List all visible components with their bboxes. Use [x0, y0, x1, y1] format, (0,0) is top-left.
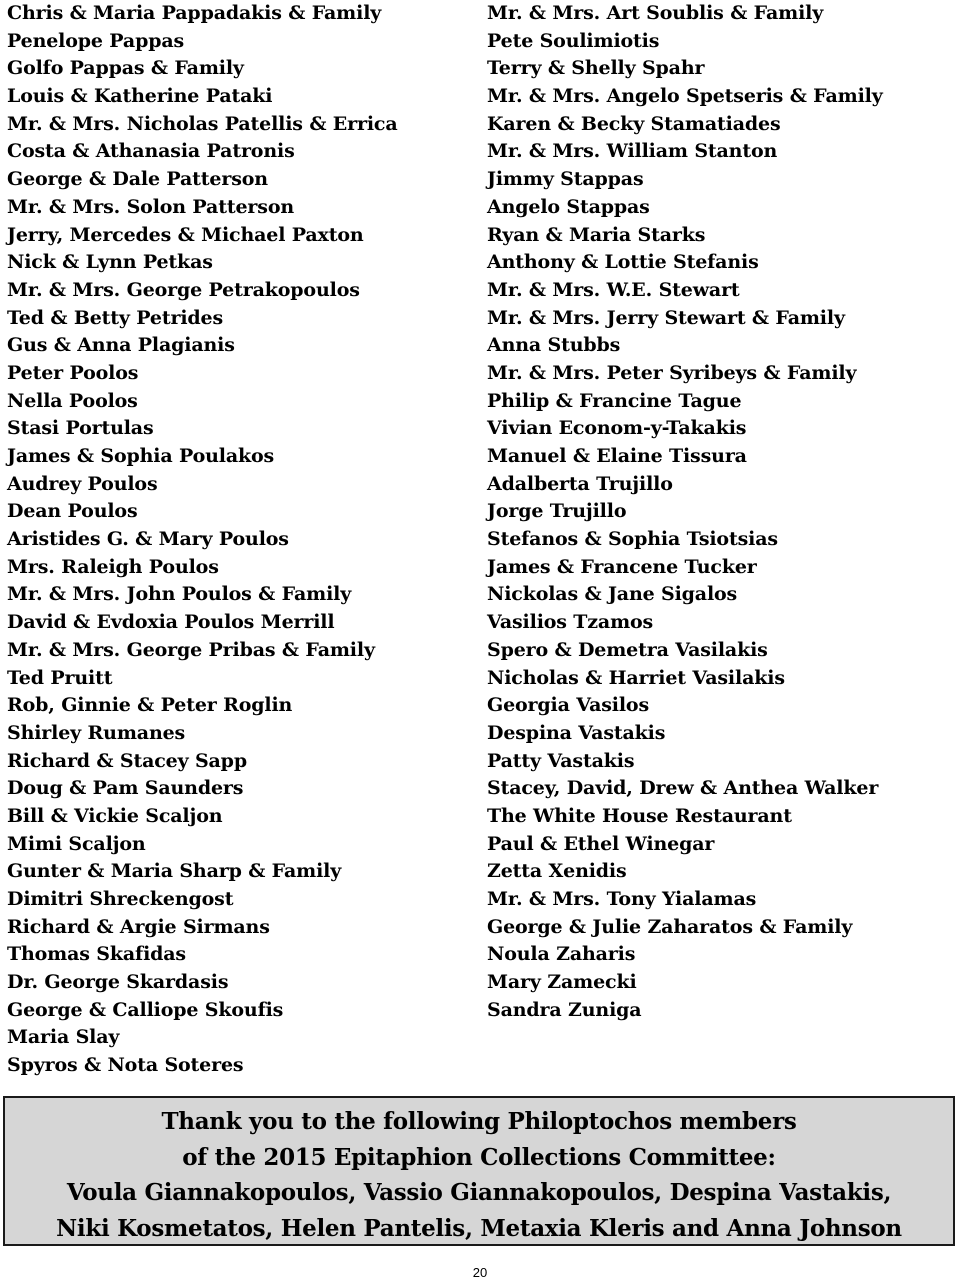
- donor-name: Costa & Athanasia Patronis: [7, 140, 295, 163]
- donor-name: Mr. & Mrs. John Poulos & Family: [7, 583, 352, 606]
- donor-name: Nicholas & Harriet Vasilakis: [487, 666, 785, 689]
- donor-name: Stacey, David, Drew & Anthea Walker: [487, 777, 879, 800]
- donor-name: Jerry, Mercedes & Michael Paxton: [7, 223, 364, 246]
- donor-name: Dean Poulos: [7, 500, 138, 523]
- donor-name: Patty Vastakis: [487, 749, 635, 772]
- donor-list-left-column: [7, 0, 397, 1080]
- donor-name: Noula Zaharis: [487, 943, 636, 966]
- donor-name: Paul & Ethel Winegar: [487, 832, 715, 855]
- donor-name: Nella Poolos: [7, 389, 138, 412]
- donor-name: Mr. & Mrs. Jerry Stewart & Family: [487, 306, 845, 329]
- donor-name: Mr. & Mrs. Angelo Spetseris & Family: [487, 85, 883, 108]
- donor-name: Doug & Pam Saunders: [7, 777, 244, 800]
- donor-name: Terry & Shelly Spahr: [487, 57, 705, 80]
- donor-name: Mimi Scaljon: [7, 832, 146, 855]
- donor-name: Richard & Argie Sirmans: [7, 915, 270, 938]
- donor-name: Penelope Pappas: [7, 29, 185, 52]
- donor-name: Golfo Pappas & Family: [7, 57, 244, 80]
- donor-name: Dr. George Skardasis: [7, 971, 229, 994]
- donor-name: Jorge Trujillo: [487, 500, 627, 523]
- donor-name: Maria Slay: [7, 1026, 120, 1049]
- donor-name: Aristides G. & Mary Poulos: [7, 528, 289, 551]
- donor-name: Dimitri Shreckengost: [7, 888, 234, 910]
- donor-name: Nick & Lynn Petkas: [7, 251, 213, 274]
- donor-name: Stasi Portulas: [7, 417, 154, 440]
- donor-name: Mr. & Mrs. Tony Yialamas: [487, 888, 757, 910]
- donor-name: Ted Pruitt: [7, 666, 113, 689]
- donor-name: Mr. & Mrs. George Petrakopoulos: [7, 278, 360, 301]
- donor-name: Adalberta Trujillo: [487, 472, 673, 495]
- donor-name: Despina Vastakis: [487, 721, 666, 744]
- donor-name: David & Evdoxia Poulos Merrill: [7, 611, 335, 634]
- donor-name: Mrs. Raleigh Poulos: [7, 555, 219, 578]
- thank-you-line-1: Thank you to the following Philoptochos members: [161, 1108, 797, 1135]
- donor-name: Mary Zamecki: [487, 971, 637, 994]
- donor-name: Gus & Anna Plagianis: [7, 334, 235, 357]
- donor-name: Ted & Betty Petrides: [7, 306, 224, 329]
- donor-name: The White House Restaurant: [487, 804, 792, 827]
- donor-name: Mr. & Mrs. William Stanton: [487, 140, 778, 163]
- donor-name: Rob, Ginnie & Peter Roglin: [7, 694, 293, 717]
- donor-name: Mr. & Mrs. Art Soublis & Family: [487, 2, 824, 24]
- donor-name: George & Dale Patterson: [7, 168, 268, 191]
- committee-members-line-1: Voula Giannakopoulos, Vassio Giannakopoulos, Despina Vastakis,: [66, 1179, 892, 1206]
- donor-name: Shirley Rumanes: [7, 721, 186, 744]
- donor-name: Louis & Katherine Pataki: [7, 85, 273, 108]
- donor-name: Bill & Vickie Scaljon: [7, 804, 223, 827]
- donor-name: Zetta Xenidis: [487, 860, 627, 883]
- donor-name: Nickolas & Jane Sigalos: [487, 583, 738, 606]
- donor-name: Peter Poolos: [7, 361, 139, 384]
- donor-name: Karen & Becky Stamatiades: [487, 112, 781, 135]
- thank-you-line-2: of the 2015 Epitaphion Collections Committee:: [182, 1143, 776, 1171]
- committee-members-line-2: Niki Kosmetatos, Helen Pantelis, Metaxia Kleris and Anna Johnson: [56, 1214, 902, 1242]
- donor-name: Angelo Stappas: [487, 195, 650, 218]
- donor-name: Mr. & Mrs. George Pribas & Family: [7, 638, 375, 661]
- donor-name: Mr. & Mrs. W.E. Stewart: [487, 278, 740, 301]
- donor-name: George & Calliope Skoufis: [7, 998, 284, 1021]
- donor-name: James & Sophia Poulakos: [7, 445, 275, 467]
- donor-name: Richard & Stacey Sapp: [7, 749, 247, 772]
- thank-you-box: [3, 1096, 955, 1246]
- donor-name: Stefanos & Sophia Tsiotsias: [487, 528, 778, 551]
- donor-name: Vasilios Tzamos: [487, 611, 654, 634]
- donor-name: Georgia Vasilos: [487, 694, 649, 717]
- donor-list-right-column: [487, 0, 883, 1024]
- donor-name: Vivian Econom-y-Takakis: [487, 417, 747, 440]
- donor-name: Chris & Maria Pappadakis & Family: [7, 2, 382, 24]
- donor-name: Anthony & Lottie Stefanis: [487, 251, 759, 274]
- donor-name: Mr. & Mrs. Nicholas Patellis & Errica: [7, 112, 398, 135]
- donor-name: Spero & Demetra Vasilakis: [487, 638, 768, 661]
- donor-name: Thomas Skafidas: [7, 943, 186, 966]
- donor-name: Manuel & Elaine Tissura: [487, 445, 747, 467]
- donor-name: Sandra Zuniga: [487, 998, 642, 1021]
- donor-name: Pete Soulimiotis: [487, 29, 660, 52]
- donor-name: Mr. & Mrs. Solon Patterson: [7, 195, 295, 218]
- donor-name: James & Francene Tucker: [487, 555, 757, 578]
- donor-name: Gunter & Maria Sharp & Family: [7, 860, 342, 883]
- donor-name: Spyros & Nota Soteres: [7, 1054, 244, 1077]
- donor-name: Ryan & Maria Starks: [487, 223, 706, 246]
- donor-name: Mr. & Mrs. Peter Syribeys & Family: [487, 361, 857, 384]
- page-number: 20: [472, 1265, 488, 1280]
- donor-name: George & Julie Zaharatos & Family: [487, 915, 853, 938]
- donor-name: Anna Stubbs: [487, 334, 621, 357]
- donor-name: Jimmy Stappas: [487, 168, 644, 191]
- donor-name: Audrey Poulos: [7, 472, 158, 495]
- donor-name: Philip & Francine Tague: [487, 389, 742, 412]
